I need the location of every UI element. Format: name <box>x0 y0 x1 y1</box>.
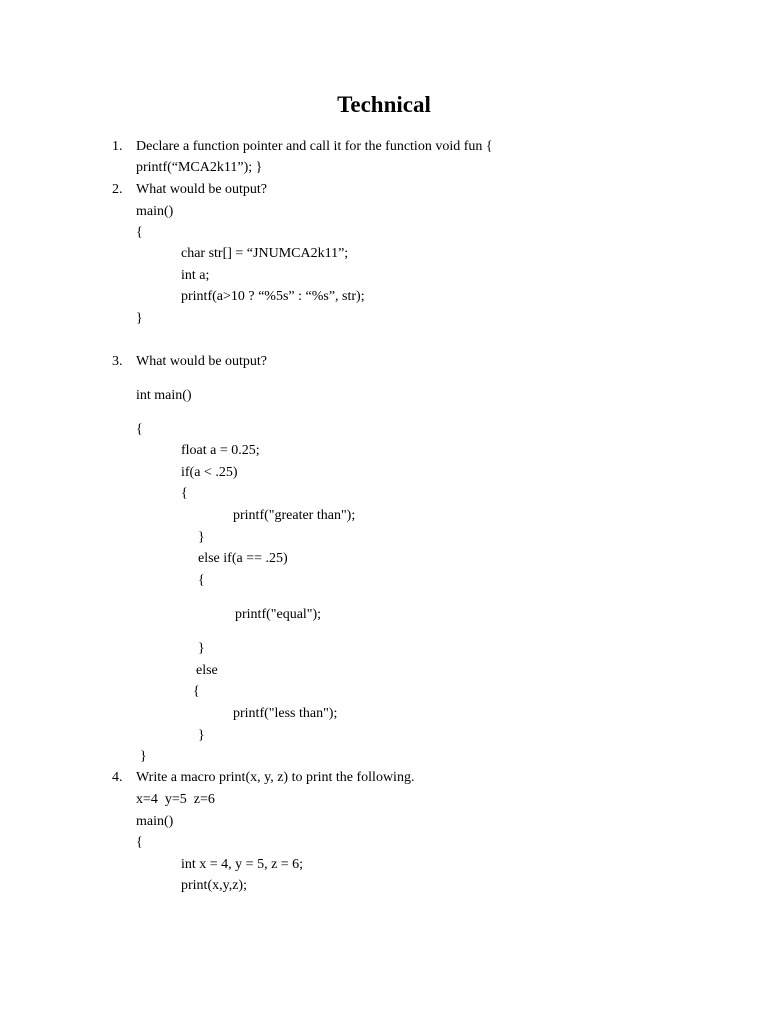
question-3-line-5: if(a < .25) <box>181 465 238 480</box>
question-3-line-6: { <box>181 486 188 501</box>
question-2-line-6: printf(a>10 ? “%5s” : “%s”, str); <box>181 289 365 304</box>
question-3-line-8: } <box>198 530 205 545</box>
question-3-line-4: float a = 0.25; <box>181 443 260 458</box>
question-3-line-15: printf("less than"); <box>233 706 338 721</box>
question-1-line-2: printf(“MCA2k11”); } <box>136 160 263 175</box>
question-1-number: 1. <box>112 139 123 154</box>
question-3-line-3: { <box>136 422 143 437</box>
question-3-line-12: } <box>198 641 205 656</box>
question-2-line-1: What would be output? <box>136 182 268 197</box>
question-2-line-4: char str[] = “JNUMCA2k11”; <box>181 246 349 261</box>
question-2-line-5: int a; <box>181 268 210 283</box>
question-3-line-11: printf("equal"); <box>235 607 322 622</box>
question-2-number: 2. <box>112 182 123 197</box>
question-4-line-1: Write a macro print(x, y, z) to print the following. <box>136 770 415 785</box>
question-2-line-7: } <box>136 311 143 326</box>
question-3-line-2: int main() <box>136 388 192 403</box>
page-title: Technical <box>337 92 431 117</box>
question-4-line-2: x=4 y=5 z=6 <box>136 792 215 807</box>
question-3-line-7: printf("greater than"); <box>233 508 356 523</box>
question-4-line-6: print(x,y,z); <box>181 878 247 893</box>
question-4-line-4: { <box>136 835 143 850</box>
question-2-line-2: main() <box>136 204 174 219</box>
question-4-number: 4. <box>112 770 123 785</box>
question-3-number: 3. <box>112 354 123 369</box>
question-3-line-17: } <box>140 749 147 764</box>
question-3-line-10: { <box>198 573 205 588</box>
question-1-line-1: Declare a function pointer and call it for the function void fun { <box>136 139 493 154</box>
question-3-line-1: What would be output? <box>136 354 268 369</box>
question-3-line-16: } <box>198 728 205 743</box>
question-3-line-9: else if(a == .25) <box>198 551 288 566</box>
question-4-line-5: int x = 4, y = 5, z = 6; <box>181 857 304 872</box>
question-3-line-14: { <box>193 684 200 699</box>
question-2-line-3: { <box>136 225 143 240</box>
question-3-line-13: else <box>196 663 218 678</box>
question-4-line-3: main() <box>136 814 174 829</box>
